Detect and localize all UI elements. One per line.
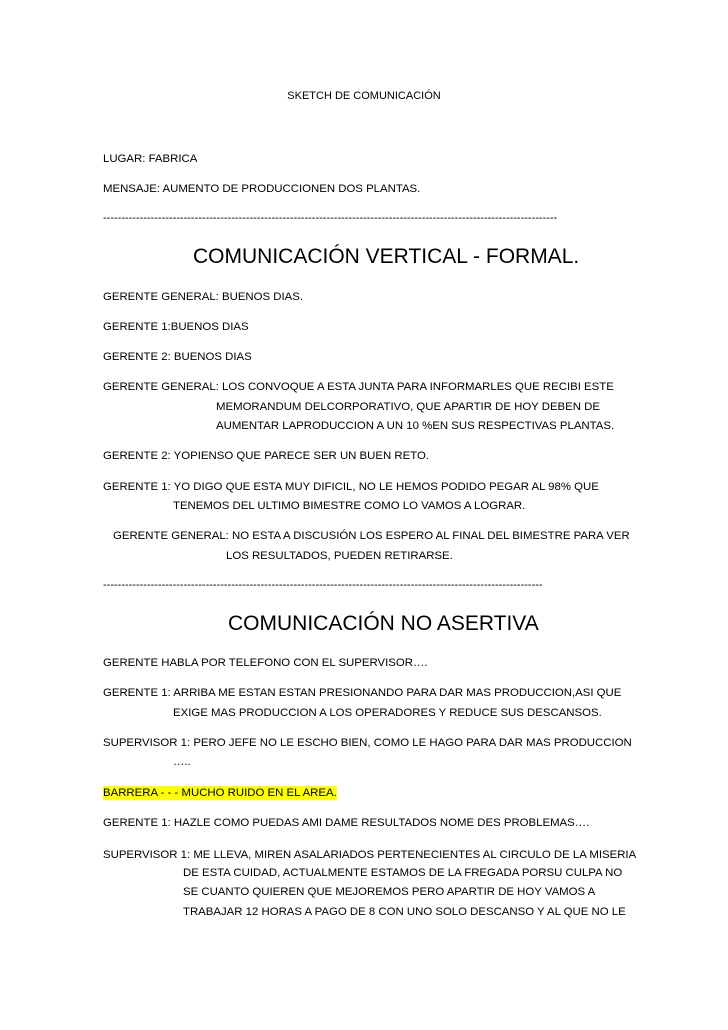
dialogue-line-continuation: DE ESTA CUIDAD, ACTUALMENTE ESTAMOS DE LA FREGADA PORSU CULPA NO xyxy=(183,867,623,879)
dialogue-line-continuation: TRABAJAR 12 HORAS A PAGO DE 8 CON UNO SOLO DESCANSO Y AL QUE NO LE xyxy=(183,906,626,918)
dialogue-line-continuation: EXIGE MAS PRODUCCION A LOS OPERADORES Y REDUCE SUS DESCANSOS. xyxy=(173,707,602,719)
dialogue-line: SUPERVISOR 1: PERO JEFE NO LE ESCHO BIEN, COMO LE HAGO PARA DAR MAS PRODUCCION xyxy=(103,737,632,749)
document-title: SKETCH DE COMUNICACIÓN xyxy=(287,90,441,102)
dialogue-line: SUPERVISOR 1: ME LLEVA, MIREN ASALARIADOS PERTENECIENTES AL CIRCULO DE LA MISERIA xyxy=(103,849,637,861)
mensaje-line: MENSAJE: AUMENTO DE PRODUCCIONEN DOS PLANTAS. xyxy=(103,183,421,195)
section-heading-vertical-formal: COMUNICACIÓN VERTICAL - FORMAL. xyxy=(193,245,580,268)
dialogue-line: GERENTE 1: HAZLE COMO PUEDAS AMI DAME RESULTADOS NOME DES PROBLEMAS…. xyxy=(103,817,590,829)
dialogue-line: GERENTE HABLA POR TELEFONO CON EL SUPERVISOR…. xyxy=(103,657,428,669)
dialogue-line: GERENTE GENERAL: LOS CONVOQUE A ESTA JUNTA PARA INFORMARLES QUE RECIBI ESTE xyxy=(103,381,614,393)
separator-rule: ---------------------------------------------------------------------------------------------------------------------------- xyxy=(103,212,558,224)
dialogue-line: GERENTE 2: YOPIENSO QUE PARECE SER UN BUEN RETO. xyxy=(103,450,429,462)
dialogue-line-continuation: ….. xyxy=(173,756,191,768)
dialogue-line: GERENTE 1: YO DIGO QUE ESTA MUY DIFICIL, NO LE HEMOS PODIDO PEGAR AL 98% QUE xyxy=(103,481,599,493)
dialogue-line: GERENTE GENERAL: NO ESTA A DISCUSIÓN LOS ESPERO AL FINAL DEL BIMESTRE PARA VER xyxy=(113,530,630,542)
dialogue-line-continuation: SE CUANTO QUIEREN QUE MEJOREMOS PERO APARTIR DE HOY VAMOS A xyxy=(183,886,596,898)
dialogue-line-continuation: TENEMOS DEL ULTIMO BIMESTRE COMO LO VAMOS A LOGRAR. xyxy=(173,500,526,512)
dialogue-line: GERENTE 1: ARRIBA ME ESTAN ESTAN PRESIONANDO PARA DAR MAS PRODUCCION,ASI QUE xyxy=(103,687,622,699)
separator-rule: ------------------------------------------------------------------------------------------------------------------------ xyxy=(103,579,543,591)
barrera-highlighted-line: BARRERA - - - MUCHO RUIDO EN EL AREA. xyxy=(103,787,337,799)
dialogue-line-continuation: AUMENTAR LAPRODUCCION A UN 10 %EN SUS RESPECTIVAS PLANTAS. xyxy=(216,420,615,432)
dialogue-line: GERENTE 1:BUENOS DIAS xyxy=(103,321,249,333)
dialogue-line: GERENTE GENERAL: BUENOS DIAS. xyxy=(103,291,304,303)
dialogue-line: GERENTE 2: BUENOS DIAS xyxy=(103,351,252,363)
dialogue-line-continuation: MEMORANDUM DELCORPORATIVO, QUE APARTIR DE HOY DEBEN DE xyxy=(216,401,600,413)
lugar-line: LUGAR: FABRICA xyxy=(103,153,198,165)
section-heading-no-asertiva: COMUNICACIÓN NO ASERTIVA xyxy=(228,612,539,635)
dialogue-line-continuation: LOS RESULTADOS, PUEDEN RETIRARSE. xyxy=(226,550,453,562)
